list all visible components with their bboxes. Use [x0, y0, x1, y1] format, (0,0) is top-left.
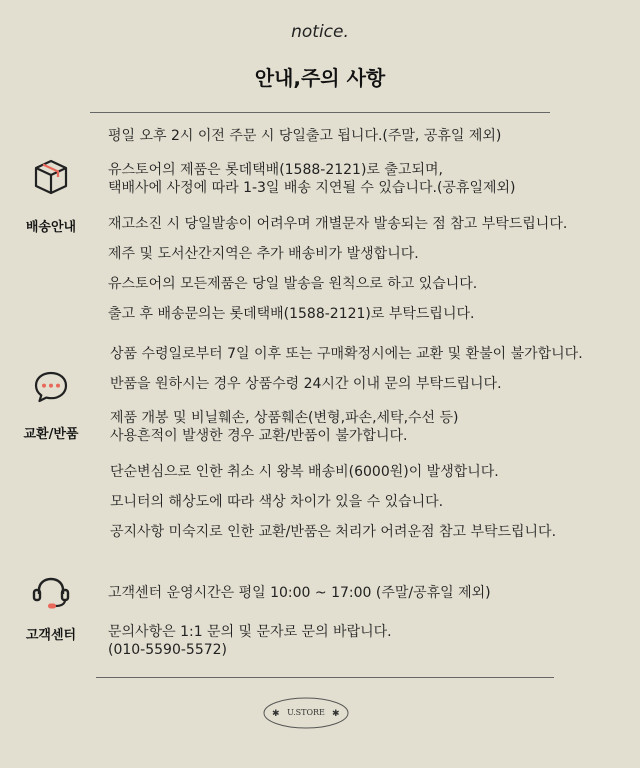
exchange-line-6: 공지사항 미숙지로 인한 교환/반품은 처리가 어려운점 참고 부탁드립니다. — [110, 524, 557, 540]
store-logo-text: U.STORE — [287, 708, 325, 717]
store-logo — [262, 695, 350, 731]
shipping-line-2: 유스토어의 제품은 롯데택배(1588-2121)로 출고되며, 택배사에 사정에 따라 1-3일 배송 지연될 수 있습니다.(공휴일제외) — [108, 162, 516, 196]
exchange-line-5: 모니터의 해상도에 따라 색상 차이가 있을 수 있습니다. — [110, 494, 444, 510]
svg-text:✱: ✱ — [332, 709, 340, 719]
chat-bubble-icon — [33, 370, 69, 408]
support-line-1: 고객센터 운영시간은 평일 10:00 ~ 17:00 (주말/공휴일 제외) — [108, 585, 491, 601]
page-title: 안내,주의 사항 — [254, 66, 386, 90]
exchange-line-4: 단순변심으로 인한 취소 시 왕복 배송비(6000원)이 발생합니다. — [110, 464, 499, 480]
shipping-line-6: 출고 후 배송문의는 롯데택배(1588-2121)로 부탁드립니다. — [108, 306, 475, 322]
exchange-line-3: 제품 개봉 및 비닐훼손, 상품훼손(변형,파손,세탁,수선 등) 사용흔적이 발생한 경우 교환/반품이 불가합니다. — [110, 410, 459, 444]
section-label-support: 고객센터 — [25, 628, 77, 643]
exchange-line-1: 상품 수령일로부터 7일 이후 또는 구매확정시에는 교환 및 환불이 불가합니다. — [110, 346, 583, 362]
section-label-shipping: 배송안내 — [25, 220, 77, 235]
box-icon — [33, 158, 69, 200]
notice-caption: notice. — [291, 22, 349, 42]
section-label-exchange: 교환/반품 — [23, 427, 79, 442]
bottom-divider — [96, 677, 554, 678]
shipping-line-4: 제주 및 도서산간지역은 추가 배송비가 발생합니다. — [108, 246, 419, 262]
top-divider — [90, 112, 550, 113]
svg-text:✱: ✱ — [272, 709, 280, 719]
shipping-line-5: 유스토어의 모든제품은 당일 발송을 원칙으로 하고 있습니다. — [108, 276, 478, 292]
headset-icon — [31, 575, 71, 615]
shipping-line-3: 재고소진 시 당일발송이 어려우며 개별문자 발송되는 점 참고 부탁드립니다. — [108, 216, 568, 232]
exchange-line-2: 반품을 원하시는 경우 상품수령 24시간 이내 문의 부탁드립니다. — [110, 376, 502, 392]
support-line-2: 문의사항은 1:1 문의 및 문자로 문의 바랍니다. (010-5590-5572) — [108, 624, 392, 658]
shipping-line-1: 평일 오후 2시 이전 주문 시 당일출고 됩니다.(주말, 공휴일 제외) — [108, 128, 502, 144]
